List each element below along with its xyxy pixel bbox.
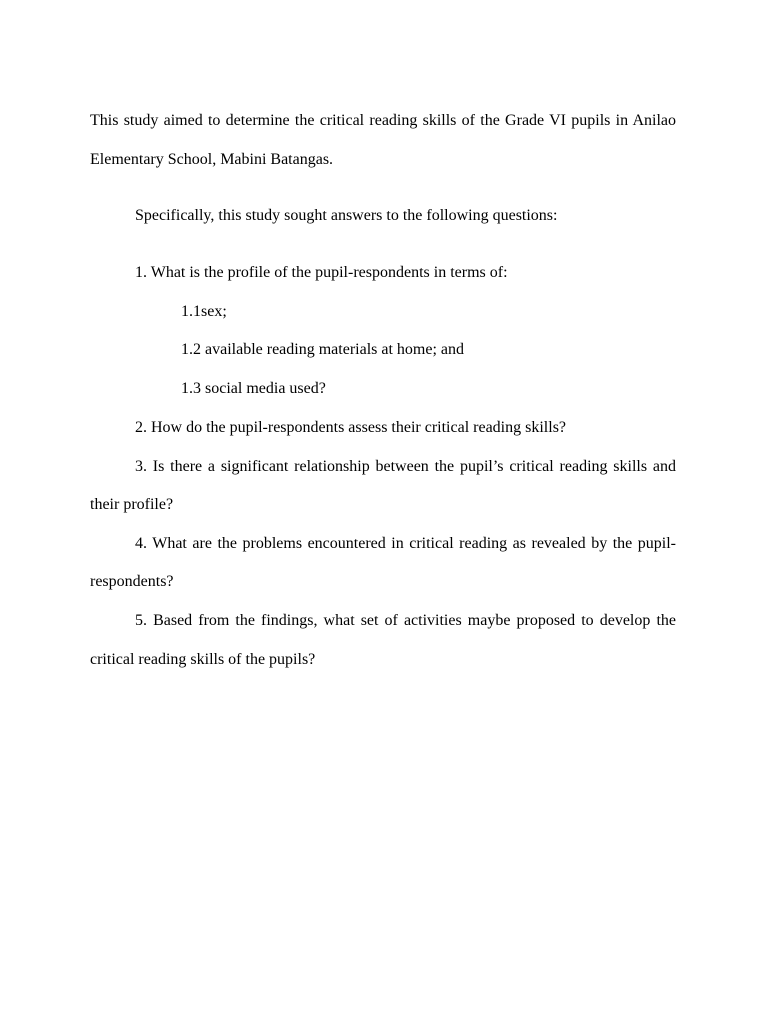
question-5-line-2: critical reading skills of the pupils? [90, 651, 316, 668]
question-1-1: 1.1sex; [181, 303, 227, 320]
question-5-line-1: 5. Based from the findings, what set of activities maybe proposed to develop the [135, 612, 676, 629]
question-4-line-1: 4. What are the problems encountered in critical reading as revealed by the pupil- [135, 535, 676, 552]
question-2: 2. How do the pupil-respondents assess their critical reading skills? [135, 419, 567, 436]
intro-line-1: This study aimed to determine the critical reading skills of the Grade VI pupils in Anilao [90, 112, 676, 129]
intro-line-2: Elementary School, Mabini Batangas. [90, 151, 334, 168]
question-1: 1. What is the profile of the pupil-respondents in terms of: [135, 264, 508, 281]
question-3-line-2: their profile? [90, 496, 174, 513]
question-3-line-1: 3. Is there a significant relationship between the pupil’s critical reading skills and [135, 458, 676, 475]
question-4-line-2: respondents? [90, 573, 174, 590]
question-1-2: 1.2 available reading materials at home; and [181, 341, 464, 358]
question-1-3: 1.3 social media used? [181, 380, 326, 397]
specifically-paragraph: Specifically, this study sought answers to the following questions: [135, 207, 558, 224]
